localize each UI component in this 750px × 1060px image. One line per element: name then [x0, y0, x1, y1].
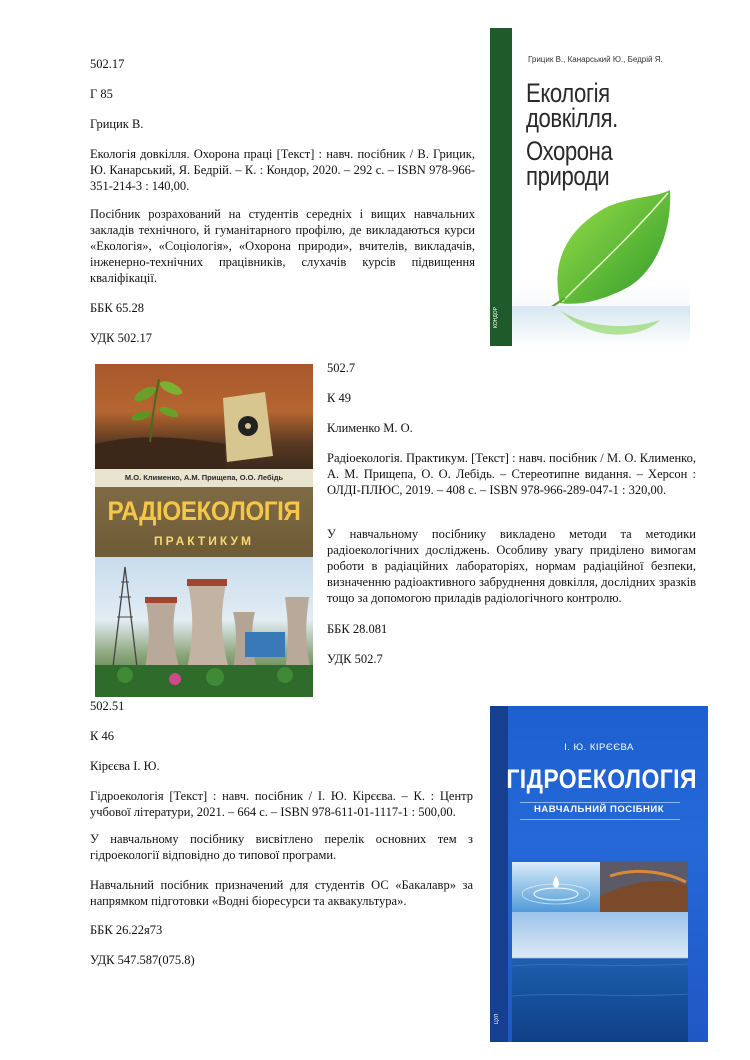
cover-2-authors: М.О. Клименко, А.М. Прищепа, О.О. Лебідь: [95, 469, 313, 487]
entry-1-bbk: ББК 65.28: [90, 301, 144, 315]
cover-3-publisher: ЦУЛ: [494, 1014, 500, 1024]
entry-3-citation: Гідроекологія [Текст] : навч. посібник / І. Ю. Кірєєва. – К. : Центр учбової літератури, 2021. – 664 с. – ISBN 978-611-01-1117-1 : 500,00.: [90, 789, 473, 819]
entry-1-cutter: Г 85: [90, 87, 113, 101]
leaf-illustration: [490, 28, 690, 346]
entry-2-udk: УДК 502.7: [327, 652, 383, 666]
entry-1-author: Грицик В.: [90, 117, 144, 131]
entry-1-citation: Екологія довкілля. Охорона праці [Текст] : навч. посібник / В. Грицик, Ю. Канарський, Я. Бедрій. – К. : Кондор, 2020. – 292 с. – ISBN 978-966-351-214-3 : 140,00.: [90, 147, 475, 193]
book-cover-ecology: [490, 28, 690, 346]
cover-1-title-line-3: Охорона: [526, 136, 613, 166]
entry-3-bbk: ББК 26.22я73: [90, 923, 163, 937]
cover-1-title-line-4: природи: [526, 161, 610, 191]
entry-3-udk: УДК 547.587(075.8): [90, 953, 195, 967]
entry-3-cutter: К 46: [90, 729, 114, 743]
cover-1-title-line-1: Екологія: [526, 78, 610, 108]
cover-1-title-line-2: довкілля.: [526, 103, 618, 133]
entry-2-cutter: К 49: [327, 391, 351, 405]
power-plant-illustration: [95, 557, 313, 697]
water-photos-illustration: [490, 706, 708, 1042]
book-cover-radioecology: [95, 364, 313, 697]
entry-2-class-code: 502.7: [327, 361, 356, 375]
entry-3-author: Кірєєва І. Ю.: [90, 759, 160, 773]
cover-3-author: І. Ю. КІРЄЄВА: [564, 742, 634, 753]
cover-1-publisher: КОНДОР: [493, 307, 499, 328]
book-cover-hydroecology: [490, 706, 708, 1042]
cover-2-title: РАДІОЕКОЛОГІЯ: [107, 496, 301, 526]
entry-2-author: Клименко М. О.: [327, 421, 413, 435]
entry-1-udk: УДК 502.17: [90, 331, 152, 345]
entry-2-bbk: ББК 28.081: [327, 622, 388, 636]
cover-3-subtitle: НАВЧАЛЬНИЙ ПОСІБНИК: [533, 804, 665, 815]
cover-2-subtitle: ПРАКТИКУМ: [154, 534, 254, 548]
cover-1-authors: Грицик В., Канарський Ю., Бедрій Я.: [528, 55, 663, 64]
entry-3-annotation: У навчальному посібнику висвітлено перелік основних тем з гідроекології відповідно до типової програми.: [90, 832, 473, 862]
entry-3-class-code: 502.51: [90, 699, 125, 713]
entry-1-class-code: 502.17: [90, 57, 125, 71]
entry-3-annotation-2: Навчальний посібник призначений для студентів ОС «Бакалавр» за напрямком підготовки «Водні біоресурси та аквакультура».: [90, 878, 473, 908]
entry-1-annotation: Посібник розрахований на студентів середніх і вищих навчальних закладів технічного, й гуманітарного профілю, де викладаються курси «Екологія», «Соціологія», «Охорона природи», вчителів, викладачів, інженерно-технічних працівників, слухачів курсів підвищення кваліфікації.: [90, 207, 475, 285]
cover-3-title: ГІДРОЕКОЛОГІЯ: [506, 764, 697, 794]
entry-2-citation: Радіоекологія. Практикум. [Текст] : навч. посібник / М. О. Клименко, А. М. Прищепа, О. О. Лебідь. – Стереотипне видання. – Херсон : ОЛДІ-ПЛЮС, 2019. – 408 с. – ISBN 978-966-289-047-1 : 320,00.: [327, 451, 696, 497]
seedling-barrel-illustration: [95, 364, 313, 469]
entry-2-annotation: У навчальному посібнику викладено методи та методики радіоекологічних досліджень. Особливу увагу приділено вимогам роботи в радіаційних лабораторіях, нормам радіаційної безпеки, визначенню радіоактивного забруднення довкілля, дослідних зразків тощо за допомогою приладів радіологічного контролю.: [327, 527, 696, 605]
